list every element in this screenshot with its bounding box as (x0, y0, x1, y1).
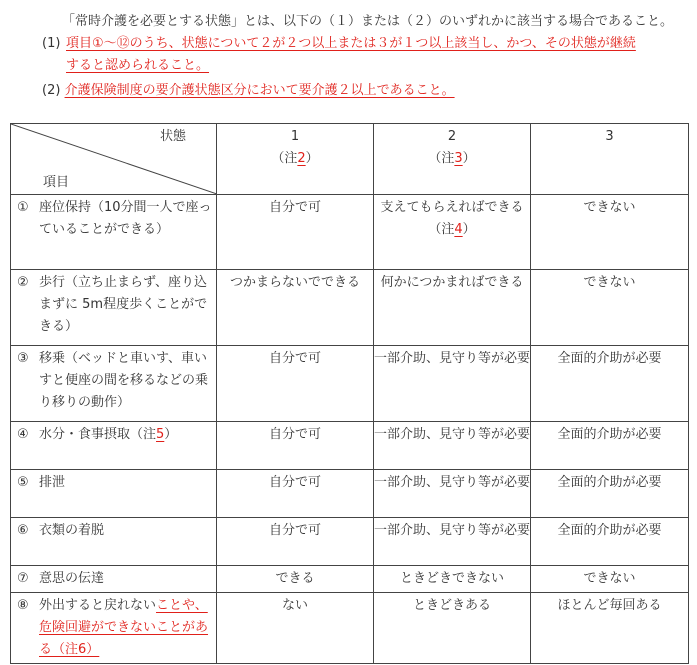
condition-2-text: 介護保険制度の要介護状態区分において要介護２以上であること。 (64, 83, 455, 98)
condition-1-label: (1) (42, 36, 61, 51)
table-row (11, 195, 689, 270)
value-cell: できない (531, 566, 689, 593)
value-cell: 自分で可 (217, 346, 374, 422)
item-cell: ⑥ 衣類の着脱 (11, 518, 217, 566)
value-cell: できない (531, 270, 689, 346)
value-cell: ときどきできない (374, 566, 531, 593)
value-cell: 一部介助、見守り等が必要 (374, 346, 531, 422)
table-row (11, 518, 689, 566)
value-cell: ない (217, 593, 374, 664)
value-cell: できない (531, 195, 689, 270)
value-cell: 自分で可 (217, 518, 374, 566)
table-row (11, 593, 689, 664)
item-cell: ③ 移乗（ベッドと車いす、車いすと便座の間を移るなどの乗り移りの動作） (11, 346, 217, 422)
item-cell: ⑤ 排泄 (11, 470, 217, 518)
table-row (11, 270, 689, 346)
value-cell: 自分で可 (217, 470, 374, 518)
column-header-2 (374, 124, 531, 195)
table-row (11, 346, 689, 422)
column-1-number: 1 (290, 129, 300, 144)
value-cell: ときどきある (374, 593, 531, 664)
value-cell: ほとんど毎回ある (531, 593, 689, 664)
column-header-3 (531, 124, 689, 195)
table-row (11, 470, 689, 518)
condition-2-label: (2) (42, 83, 61, 98)
value-cell: 全面的介助が必要 (531, 518, 689, 566)
value-cell: 支えてもらえればできる （注4） (374, 195, 531, 270)
item-cell: ② 歩行（立ち止まらず、座り込まずに 5m程度歩くことができる） (11, 270, 217, 346)
value-cell: 何かにつかまればできる (374, 270, 531, 346)
condition-1-line-1: 項目①～⑫のうち、状態について２が２つ以上または３が１つ以上該当し、かつ、その状態が継続 (66, 36, 636, 51)
column-1-note: （注2） (271, 151, 319, 166)
column-3-number: 3 (605, 129, 614, 144)
value-cell: 全面的介助が必要 (531, 422, 689, 470)
table-row (11, 422, 689, 470)
item-cell: ④ 水分・食事摂取（注5） (11, 422, 217, 470)
diagonal-line (11, 124, 217, 194)
care-criteria-table (10, 123, 689, 664)
corner-header-cell (11, 124, 217, 195)
condition-1-line-2: すると認められること。 (66, 58, 210, 73)
value-cell: 自分で可 (217, 195, 374, 270)
value-cell: つかまらないでできる (217, 270, 374, 346)
value-cell: 一部介助、見守り等が必要 (374, 518, 531, 566)
value-cell: 全面的介助が必要 (531, 470, 689, 518)
condition-1-text (66, 33, 691, 77)
item-cell: ⑧ 外出すると戻れないことや、危険回避ができないことがある（注6） (11, 593, 217, 664)
condition-2 (42, 80, 455, 102)
value-cell: 全面的介助が必要 (531, 346, 689, 422)
value-cell: 自分で可 (217, 422, 374, 470)
intro-text: 「常時介護を必要とする状態」とは、以下の（１）または（２）のいずれかに該当する場合であること。 (62, 14, 674, 29)
item-cell: ① 座位保持（10分間一人で座っていることができる） (11, 195, 217, 270)
item-cell: ⑦ 意思の伝達 (11, 566, 217, 593)
value-cell: できる (217, 566, 374, 593)
corner-item-label: 項目 (43, 175, 70, 190)
value-cell: 一部介助、見守り等が必要 (374, 470, 531, 518)
table-header-row (11, 124, 689, 195)
column-2-number: 2 (447, 129, 457, 144)
value-cell: 一部介助、見守り等が必要 (374, 422, 531, 470)
corner-state-label: 状態 (159, 129, 186, 144)
column-2-note: （注3） (428, 151, 476, 166)
table-row (11, 566, 689, 593)
column-header-1 (217, 124, 374, 195)
